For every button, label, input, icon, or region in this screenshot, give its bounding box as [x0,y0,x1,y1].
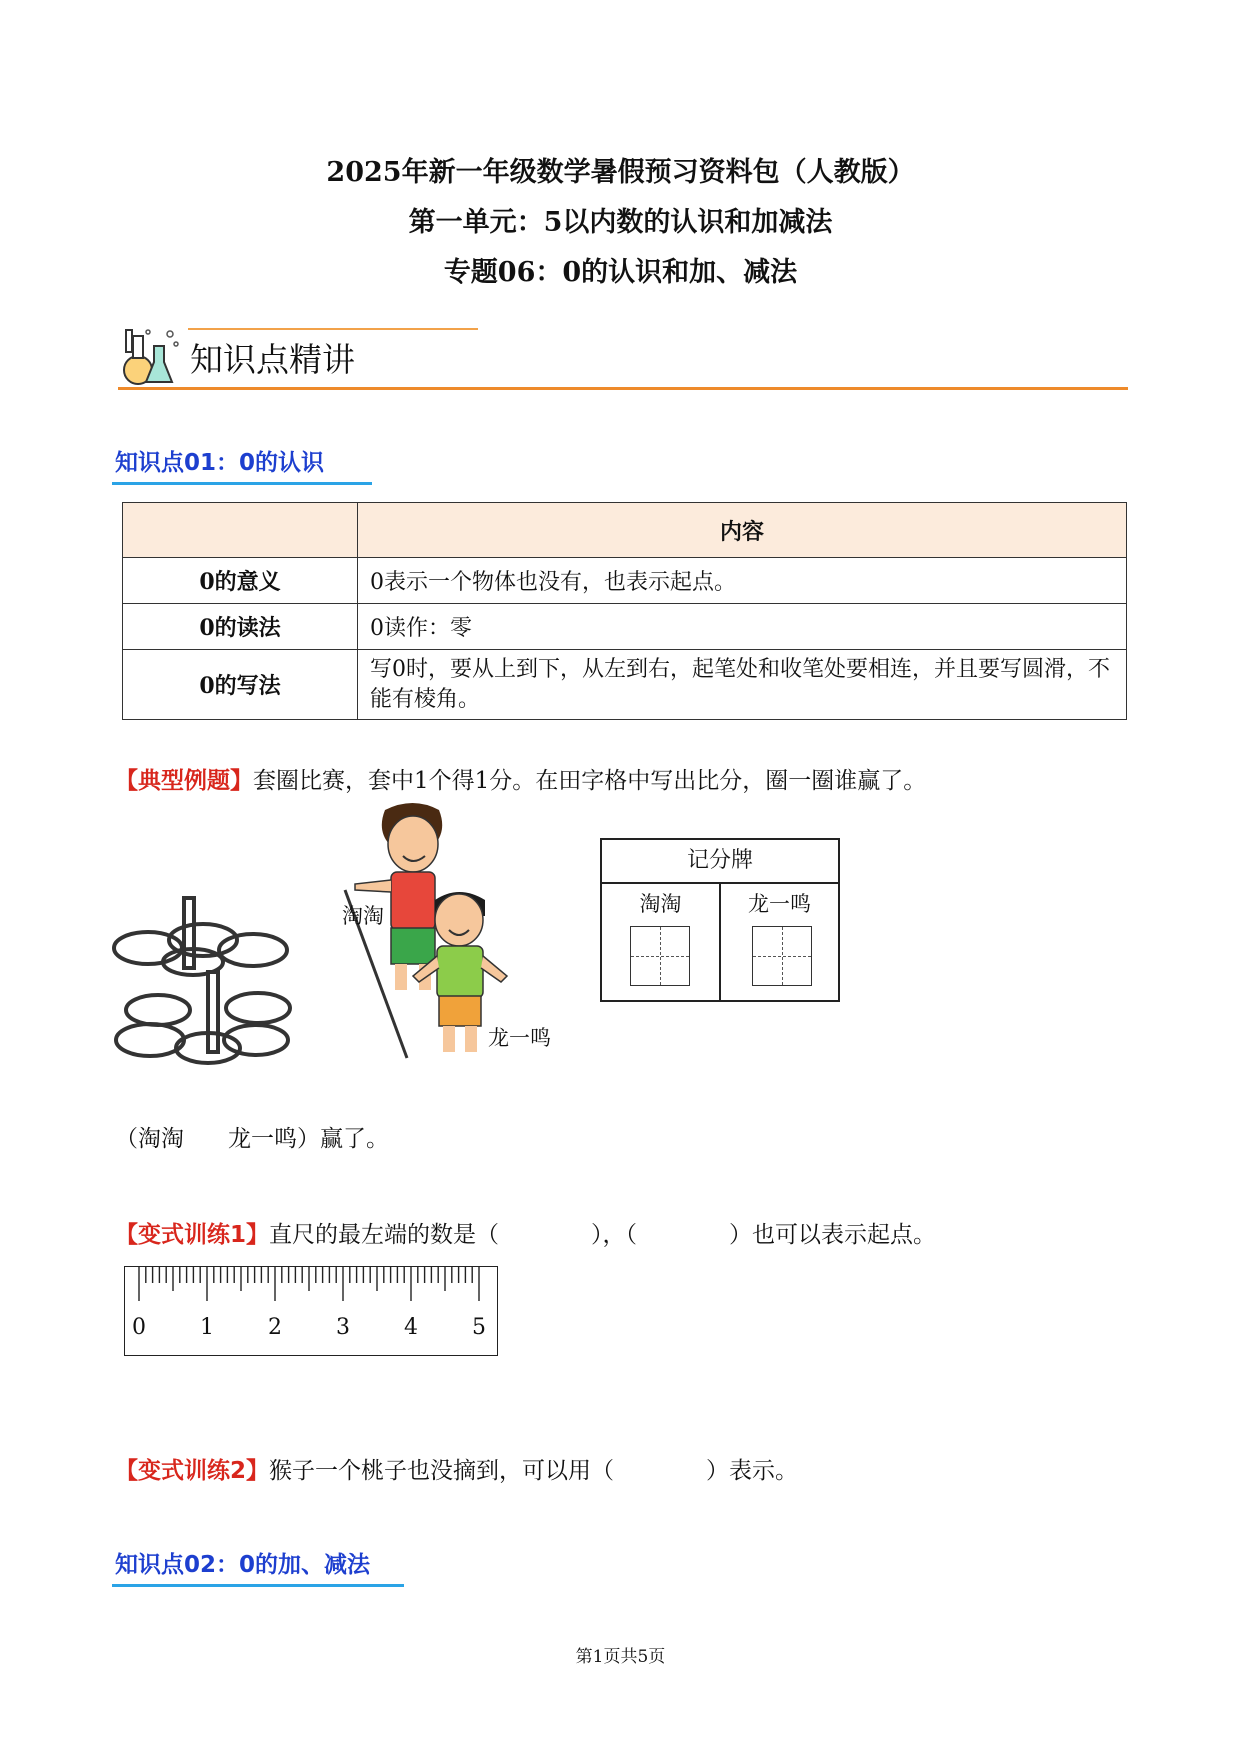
ruler-label: 0 [132,1315,146,1340]
section-divider [118,387,1128,390]
document-title: 2025年新一年级数学暑假预习资料包（人教版） [326,157,915,188]
table-row [123,604,1127,650]
row-label: 0的读法 [123,604,358,650]
scoreboard-name-longyiming: 龙一鸣 [748,892,811,916]
ruler-label: 1 [200,1315,214,1340]
example-question [115,762,926,795]
table-header-empty [123,503,358,558]
row-content: 0读作：零 [358,604,1127,650]
kp2-underline [112,1584,404,1587]
answer-option-taotao[interactable]: （淘淘 [115,1126,184,1152]
scoreboard-title: 记分牌 [602,840,838,884]
ring-toss-icon [108,880,298,1070]
ruler-label: 3 [336,1315,350,1340]
topic-title: 专题06：0的认识和加、减法 [443,257,798,288]
lab-flask-icon [118,322,184,388]
label-taotao: 淘淘 [342,904,384,928]
example-tag: 【典型例题】 [115,768,253,794]
kp1-underline [112,482,372,485]
exercise-1 [115,1216,936,1249]
page-number: 第1页共5页 [575,1647,666,1667]
exercise-2-text: 猴子一个桃子也没摘到，可以用（ ）表示。 [269,1458,799,1484]
unit-title: 第一单元：5以内数的认识和加减法 [408,207,833,238]
row-label: 0的写法 [123,650,358,720]
table-header-row [123,503,1127,558]
example-answer [115,1120,389,1153]
exercise-1-tag: 【变式训练1】 [115,1222,270,1248]
scoreboard [600,838,840,1002]
ruler-ticks [125,1267,497,1307]
row-content: 写0时，要从上到下，从左到右，起笔处和收笔处要相连，并且要写圆滑，不能有棱角。 [358,650,1127,720]
exercise-2-tag: 【变式训练2】 [115,1458,270,1484]
ruler-label: 2 [268,1315,282,1340]
table-header-content: 内容 [358,503,1127,558]
row-content: 0表示一个物体也没有，也表示起点。 [358,558,1127,604]
kp1-title: 知识点01：0的认识 [115,450,325,476]
exercise-1-text: 直尺的最左端的数是（ ），（ ）也可以表示起点。 [269,1222,937,1248]
score-box-taotao[interactable] [630,926,690,986]
answer-option-longyiming[interactable]: 龙一鸣）赢了。 [228,1126,389,1152]
ruler-label: 5 [472,1315,486,1340]
table-row [123,650,1127,720]
section-header-accent [188,328,478,330]
ruler-label: 4 [404,1315,418,1340]
label-longyiming: 龙一鸣 [488,1026,551,1050]
score-box-longyiming[interactable] [752,926,812,986]
table-row [123,558,1127,604]
section-title: 知识点精讲 [190,340,355,379]
section-header [118,322,1128,394]
row-label: 0的意义 [123,558,358,604]
example-text: 套圈比赛，套中1个得1分。在田字格中写出比分，圈一圈谁赢了。 [253,768,927,794]
kp1-table [122,502,1127,720]
exercise-2 [115,1452,798,1485]
scoreboard-name-taotao: 淘淘 [639,892,682,916]
kp2-title: 知识点02：0的加、减法 [115,1552,371,1578]
ruler [124,1266,498,1356]
